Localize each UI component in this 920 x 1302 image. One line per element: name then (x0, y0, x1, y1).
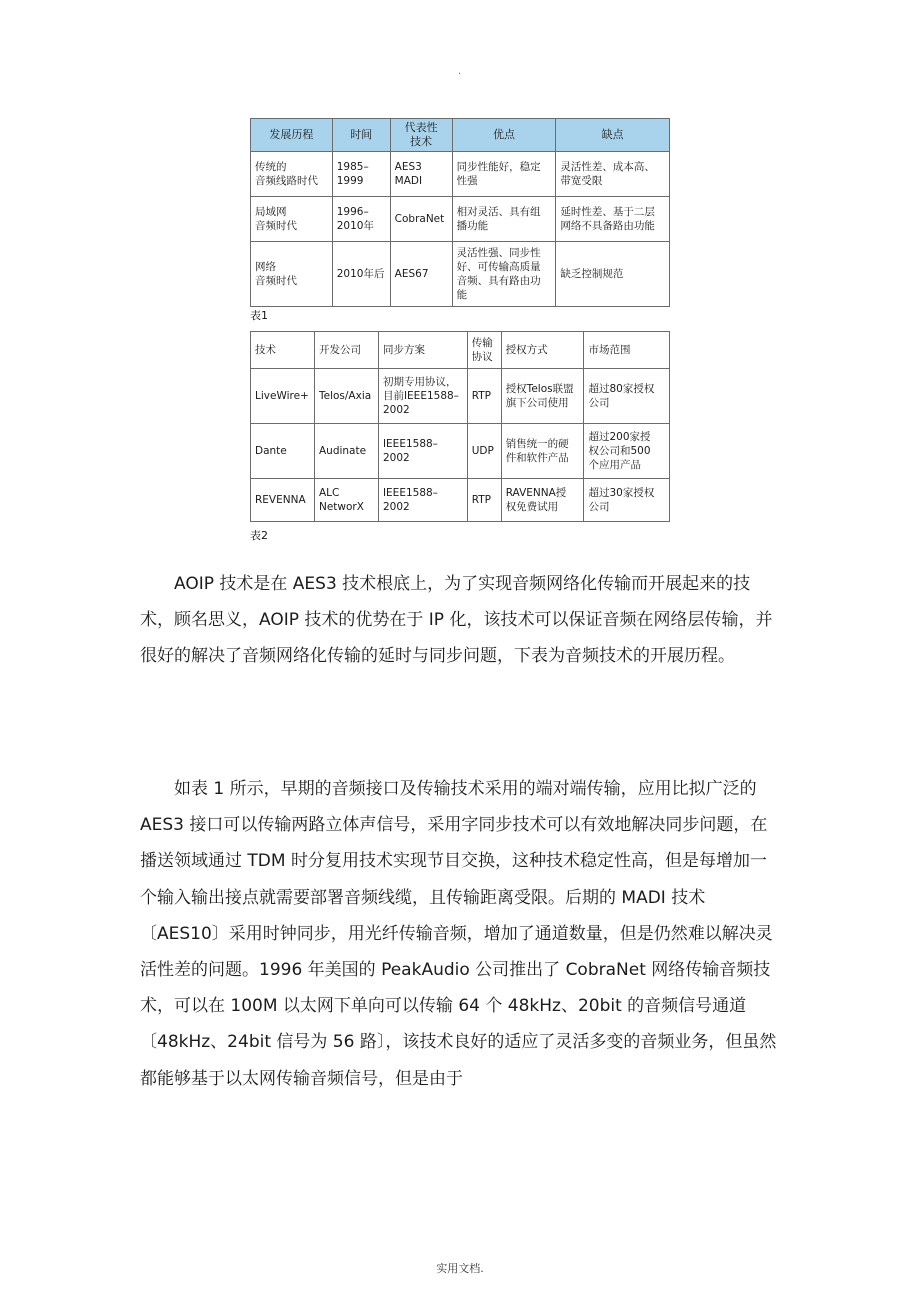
development-history-table (250, 118, 670, 307)
table-row (251, 152, 670, 197)
table-cell: 局域网 音频时代 (251, 197, 333, 242)
table-cell: 传统的 音频线路时代 (251, 152, 333, 197)
table1-caption: 表1 (250, 309, 268, 322)
table-cell: 销售统一的硬 件和软件产品 (501, 424, 584, 479)
table-cell: RAVENNA授 权免费试用 (501, 479, 584, 522)
table-cell: 延时性差、基于二层 网络不具备路由功能 (556, 197, 670, 242)
table-cell: 1996– 2010年 (332, 197, 390, 242)
table-cell: Dante (251, 424, 315, 479)
table-cell: AES3 MADI (390, 152, 452, 197)
table2-header-cell: 技术 (251, 332, 315, 369)
table-cell: 相对灵活、具有组 播功能 (452, 197, 556, 242)
body-paragraph-1: AOIP 技术是在 AES3 技术根底上，为了实现音频网络化传输而开展起来的技术，顾名思义，AOIP 技术的优势在于 IP 化，该技术可以保证音频在网络层传输，并很好的解决了音频网络化传输的延时与同步问题，下表为音频技术的开展历程。 (140, 574, 773, 667)
table-cell: 初期专用协议， 目前IEEE1588– 2002 (378, 369, 467, 424)
table1-header-cell: 缺点 (556, 119, 670, 152)
table-cell: 网络 音频时代 (251, 242, 333, 307)
table-row (251, 424, 670, 479)
table-cell: 同步性能好，稳定 性强 (452, 152, 556, 197)
table-cell: 超过30家授权 公司 (584, 479, 670, 522)
table2-header-cell: 市场范围 (584, 332, 670, 369)
table2-header-cell: 传输 协议 (467, 332, 501, 369)
table-cell: Telos/Axia (314, 369, 378, 424)
table-cell: 超过80家授权 公司 (584, 369, 670, 424)
table-cell: RTP (467, 369, 501, 424)
top-dot: . (458, 66, 462, 77)
table1-header-cell: 优点 (452, 119, 556, 152)
table-cell: ALC NetworX (314, 479, 378, 522)
table1-header-cell: 发展历程 (251, 119, 333, 152)
table2-caption: 表2 (250, 529, 268, 542)
table-cell: AES67 (390, 242, 452, 307)
table-cell: REVENNA (251, 479, 315, 522)
table-cell: UDP (467, 424, 501, 479)
table-cell: 灵活性强、同步性 好、可传输高质量 音频、具有路由功 能 (452, 242, 556, 307)
table-cell: CobraNet (390, 197, 452, 242)
table1-header-cell: 时间 (332, 119, 390, 152)
table-cell: LiveWire+ (251, 369, 315, 424)
table-row (251, 242, 670, 307)
table-row (251, 369, 670, 424)
aoip-technology-table (250, 331, 670, 522)
table-cell: IEEE1588–2002 (378, 479, 467, 522)
table-cell: Audinate (314, 424, 378, 479)
table-cell: RTP (467, 479, 501, 522)
table-cell: 灵活性差、成本高、 带宽受限 (556, 152, 670, 197)
table-cell: 缺乏控制规范 (556, 242, 670, 307)
page-footer: 实用文档. (436, 1262, 484, 1275)
table-cell: 1985– 1999 (332, 152, 390, 197)
table1-header-cell: 代表性 技术 (390, 119, 452, 152)
table2-header-cell: 同步方案 (378, 332, 467, 369)
table-row (251, 197, 670, 242)
table-cell: 授权Telos联盟 旗下公司使用 (501, 369, 584, 424)
table-cell: IEEE1588–2002 (378, 424, 467, 479)
table-cell: 超过200家授 权公司和500 个应用产品 (584, 424, 670, 479)
table-cell: 2010年后 (332, 242, 390, 307)
table2-header-cell: 开发公司 (314, 332, 378, 369)
table-row (251, 479, 670, 522)
body-paragraph-2: 如表 1 所示，早期的音频接口及传输技术采用的端对端传输，应用比拟广泛的 AES3 接口可以传输两路立体声信号，采用字同步技术可以有效地解决同步问题，在播送领域通过 TDM 时分复用技术实现节目交换，这种技术稳定性高，但是每增加一个输入输出接点就需要部署音频线缆，且传输距离受限。后期的 MADI 技术〔AES10〕采用时钟同步，用光纤传输音频，增加了通道数量，但是仍然难以解决灵活性差的问题。1996 年美国的 PeakAudio 公司推出了 CobraNet 网络传输音频技术，可以在 100M 以太网下单向可以传输 64 个 48kHz、20bit 的音频信号通道〔48kHz、24bit 信号为 56 路〕，该技术良好的适应了灵活多变的音频业务，但虽然都能够基于以太网传输音频信号，但是由于 (140, 779, 777, 1089)
table2-header-cell: 授权方式 (501, 332, 584, 369)
